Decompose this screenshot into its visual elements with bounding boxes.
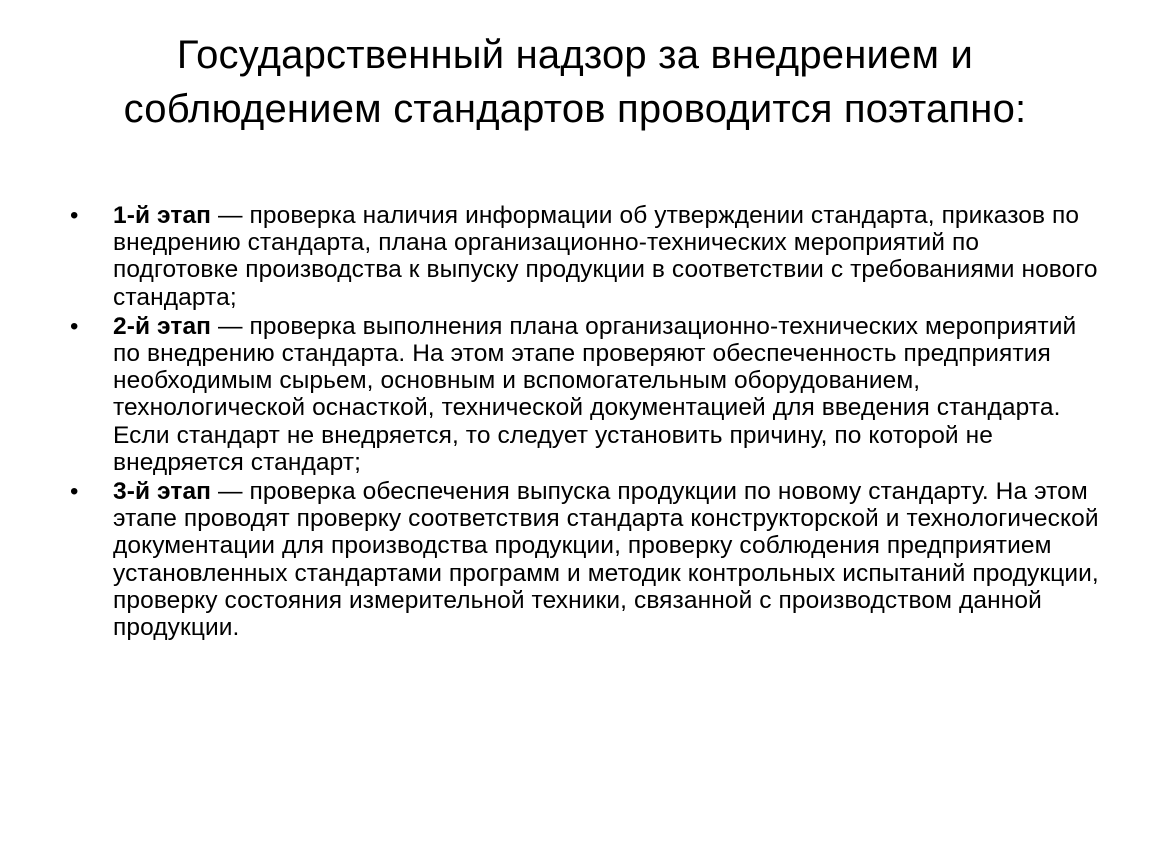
bullet-icon: • (70, 202, 79, 229)
stage-label-2: 2-й этап (113, 312, 212, 340)
slide-title-line-2: соблюдением стандартов проводится поэтапно: (123, 87, 1027, 131)
stage-text-3: — проверка обеспечения выпуска продукции по новому стандарту. На этом этапе проводят проверку соответствия стандарта конструкторской и технологической документации для производства продукции, проверку соблюдения предприятием установленных стандартами программ и методик контрольных испытаний продукции, проверку состояния измерительной техники, связанной с производством данной продукции. (113, 478, 1099, 642)
stage-label-1: 1-й этап (113, 202, 212, 229)
bullet-icon: • (70, 478, 79, 506)
bullet-icon: • (70, 312, 79, 340)
stages-list (70, 202, 1110, 643)
stage-label-3: 3-й этап (113, 478, 212, 506)
stage-item-2 (70, 313, 1110, 476)
slide-title-line-1: Государственный надзор за внедрением и (176, 33, 974, 77)
slide-title (40, 28, 1110, 136)
stage-item-1 (70, 202, 1110, 311)
stage-item-3 (70, 478, 1110, 641)
stage-text-2: — проверка выполнения плана организационно-технических мероприятий по внедрению стандарта. На этом этапе проверяют обеспеченность предприятия необходимым сырьем, основным и вспомогательным оборудованием, технологической оснасткой, технической документацией для введения стандарта. Если стандарт не внедряется, то следует установить причину, по которой не внедряется стандарт; (113, 312, 1077, 476)
stage-text-1: — проверка наличия информации об утверждении стандарта, приказов по внедрению стандарта, плана организационно-технических мероприятий по подготовке производства к выпуску продукции в соответствии с требованиями нового стандарта; (113, 202, 1098, 311)
